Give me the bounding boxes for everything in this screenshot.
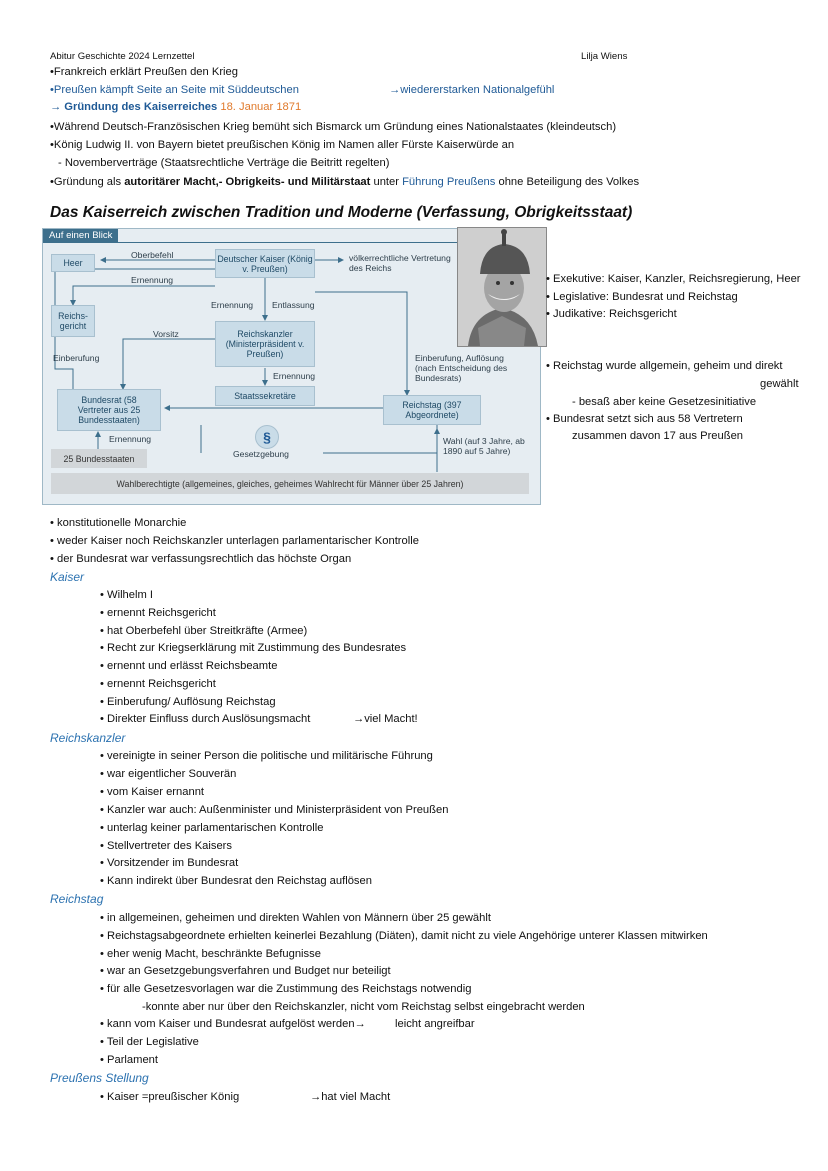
- reichstag-item: • kann vom Kaiser und Bundesrat aufgelöst werden→: [100, 1018, 366, 1030]
- kanzler-item: • Kann indirekt über Bundesrat den Reichstag auflösen: [100, 875, 372, 887]
- kaiser-item: • ernennt Reichsgericht: [100, 678, 216, 690]
- text: unter: [370, 176, 403, 188]
- label-oberbefehl: Oberbefehl: [131, 250, 174, 260]
- kaiser-item: • hat Oberbefehl über Streitkräfte (Armee): [100, 625, 308, 637]
- label-ernennung: Ernennung: [131, 275, 174, 285]
- label-gesetzgebung: Gesetzgebung: [233, 449, 289, 459]
- side-note: • Bundesrat setzt sich aus 58 Vertretern: [546, 413, 743, 425]
- label-wahl: Wahl (auf 3 Jahre, ab 1890 auf 5 Jahre): [443, 436, 525, 456]
- reichstag-item: • eher wenig Macht, beschränkte Befugnisse: [100, 948, 321, 960]
- side-note: zusammen davon 17 aus Preußen: [572, 430, 744, 442]
- kaiser-item: • Einberufung/ Auflösung Reichstag: [100, 696, 276, 708]
- side-note: gewählt: [760, 378, 799, 390]
- intro-line: →wiedererstarken Nationalgefühl: [389, 84, 555, 96]
- side-note: - besaß aber keine Gesetzesinitiative: [572, 396, 757, 408]
- box-kaiser: Deutscher Kaiser (König v. Preußen): [215, 249, 315, 278]
- kaiser-item-note: →viel Macht!: [353, 713, 418, 725]
- section-heading-preussen: Preußens Stellung: [50, 1071, 149, 1085]
- kanzler-item: • Vorsitzender im Bundesrat: [100, 857, 239, 869]
- label-einberufung: Einberufung: [53, 353, 100, 363]
- box-reichskanzler: Reichskanzler (Ministerpräsident v. Preußen): [215, 321, 315, 367]
- box-reichsgericht: Reichs- gericht: [51, 305, 95, 337]
- general-item: • konstitutionelle Monarchie: [50, 517, 187, 529]
- intro-line: •Während Deutsch-Französischen Krieg bemüht sich Bismarck um Gründung eines Nationalstaates (kleindeutsch): [50, 121, 617, 133]
- section-heading-reichskanzler: Reichskanzler: [50, 731, 126, 745]
- label-vorsitz: Vorsitz: [153, 329, 179, 339]
- kanzler-item: • vom Kaiser ernannt: [100, 786, 205, 798]
- kanzler-item: • unterlag keiner parlamentarischen Kontrolle: [100, 822, 324, 834]
- intro-line: - Novemberverträge (Staatsrechtliche Verträge die Beitritt regelten): [58, 157, 390, 169]
- header-left: Abitur Geschichte 2024 Lernzettel: [50, 51, 195, 62]
- box-bundesrat: Bundesrat (58 Vertreter aus 25 Bundesstaaten): [57, 389, 161, 431]
- box-wahlberechtigte: Wahlberechtigte (allgemeines, gleiches, geheimes Wahlrecht für Männer über 25 Jahren): [51, 473, 529, 494]
- reichstag-item-note: leicht angreifbar: [395, 1018, 475, 1030]
- paragraph-icon: §: [255, 425, 279, 449]
- label-ernennung: Ernennung: [273, 371, 316, 381]
- bismarck-portrait-image: [457, 227, 547, 347]
- page-title: Das Kaiserreich zwischen Tradition und Moderne (Verfassung, Obrigkeitsstaat): [50, 204, 633, 221]
- box-heer: Heer: [51, 254, 95, 272]
- founding-date: 18. Januar 1871: [217, 101, 302, 113]
- reichstag-item: • Parlament: [100, 1054, 159, 1066]
- label-einberufung-aufloesung: Einberufung, Auflösung (nach Entscheidung des Bundesrats): [415, 353, 508, 383]
- reichstag-item: • in allgemeinen, geheimen und direkten Wahlen von Männern über 25 gewählt: [100, 912, 491, 924]
- side-note: • Legislative: Bundesrat und Reichstag: [546, 291, 738, 303]
- reichstag-item: • Reichstagsabgeordnete erhielten keinerlei Bezahlung (Diäten), damit nicht zu viele Angehörige unterer Klassen mitwirken: [100, 930, 708, 942]
- kaiser-item: • Wilhelm I: [100, 589, 154, 601]
- kaiser-item: • Recht zur Kriegserklärung mit Zustimmung des Bundesrates: [100, 642, 407, 654]
- kanzler-item: • vereinigte in seiner Person die politische und militärische Führung: [100, 750, 433, 762]
- label-entlassung: Entlassung: [272, 300, 315, 310]
- side-note: • Exekutive: Kaiser, Kanzler, Reichsregierung, Heer: [546, 273, 801, 285]
- kaiser-item: • ernennt und erlässt Reichsbeamte: [100, 660, 278, 672]
- section-heading-kaiser: Kaiser: [50, 570, 85, 584]
- general-item: • der Bundesrat war verfassungsrechtlich das höchste Organ: [50, 553, 352, 565]
- text-bold: autoritärer Macht,- Obrigkeits- und Militärstaat: [124, 176, 371, 188]
- text-blue: Führung Preußens: [402, 176, 496, 188]
- intro-line: •Frankreich erklärt Preußen den Krieg: [50, 66, 238, 78]
- header-right: Lilja Wiens: [581, 51, 628, 62]
- intro-line: [50, 175, 639, 189]
- box-bundesstaaten: 25 Bundesstaaten: [51, 449, 147, 468]
- kaiser-item: • Direkter Einfluss durch Auslösungsmacht: [100, 713, 311, 725]
- founding-text: → Gründung des Kaiserreiches: [50, 101, 218, 113]
- intro-line: •Preußen kämpft Seite an Seite mit Süddeutschen: [50, 84, 299, 96]
- preussen-item: • Kaiser =preußischer König: [100, 1091, 240, 1103]
- reichstag-item: • war an Gesetzgebungsverfahren und Budget nur beteiligt: [100, 965, 391, 977]
- section-heading-reichstag: Reichstag: [50, 892, 104, 906]
- text: •Gründung als: [50, 176, 125, 188]
- kanzler-item: • Stellvertreter des Kaisers: [100, 840, 232, 852]
- preussen-item-note: →hat viel Macht: [310, 1091, 391, 1103]
- intro-line: •König Ludwig II. von Bayern bietet preußischen König im Namen aller Fürste Kaiserwürde an: [50, 139, 515, 151]
- intro-line: [50, 100, 301, 114]
- box-staatssekretaere: Staatssekretäre: [215, 386, 315, 406]
- kaiser-item: • ernennt Reichsgericht: [100, 607, 216, 619]
- side-note: • Judikative: Reichsgericht: [546, 308, 677, 320]
- reichstag-item: • Teil der Legislative: [100, 1036, 199, 1048]
- label-ernennung: Ernennung: [211, 300, 254, 310]
- label-voelkerrecht: völkerrechtliche Vertretung des Reichs: [349, 253, 451, 273]
- side-note: • Reichstag wurde allgemein, geheim und direkt: [546, 360, 783, 372]
- label-ernennung: Ernennung: [109, 434, 152, 444]
- box-reichstag: Reichstag (397 Abgeordnete): [383, 395, 481, 425]
- text: ohne Beteiligung des Volkes: [495, 176, 640, 188]
- reichstag-item: • für alle Gesetzesvorlagen war die Zustimmung des Reichstags notwendig: [100, 983, 472, 995]
- kanzler-item: • Kanzler war auch: Außenminister und Ministerpräsident von Preußen: [100, 804, 449, 816]
- general-item: • weder Kaiser noch Reichskanzler unterlagen parlamentarischer Kontrolle: [50, 535, 419, 547]
- kanzler-item: • war eigentlicher Souverän: [100, 768, 237, 780]
- diagram-title: Auf einen Blick: [43, 229, 118, 242]
- reichstag-item: -konnte aber nur über den Reichskanzler, nicht vom Reichstag selbst eingebracht werden: [142, 1001, 585, 1013]
